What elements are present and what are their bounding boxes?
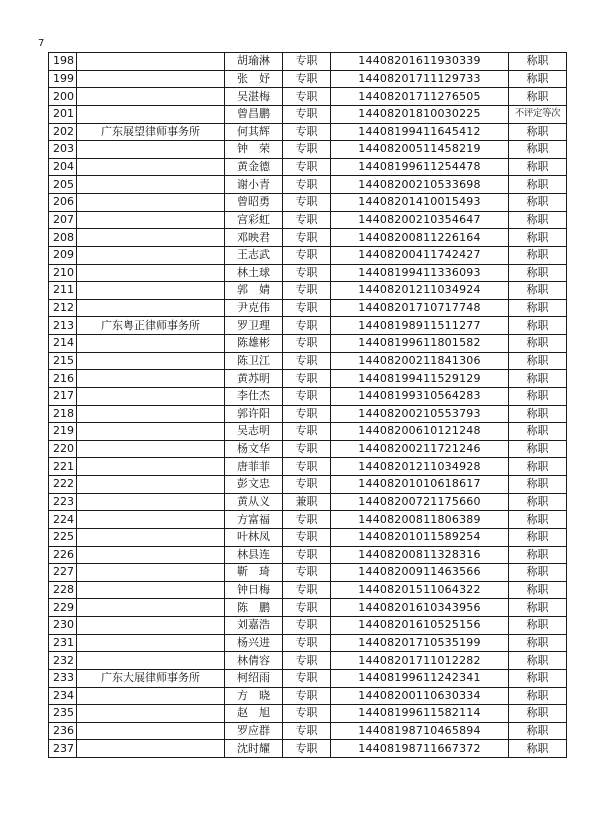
assessment-result: 称职 xyxy=(509,299,567,317)
row-number: 205 xyxy=(49,176,77,194)
assessment-result: 称职 xyxy=(509,211,567,229)
license-number: 14408199310564283 xyxy=(331,387,509,405)
page-corner-mark: 7 xyxy=(38,38,45,49)
license-number: 14408200211841306 xyxy=(331,352,509,370)
table-row xyxy=(49,105,567,123)
row-number: 221 xyxy=(49,458,77,476)
practice-type: 专职 xyxy=(283,687,331,705)
firm-name xyxy=(77,88,225,106)
row-number: 227 xyxy=(49,564,77,582)
lawyer-name: 罗卫理 xyxy=(225,317,283,335)
license-number: 14408201410015493 xyxy=(331,194,509,212)
firm-name xyxy=(77,617,225,635)
license-number: 14408200210354647 xyxy=(331,211,509,229)
practice-type: 专职 xyxy=(283,476,331,494)
practice-type: 专职 xyxy=(283,105,331,123)
row-number: 212 xyxy=(49,299,77,317)
firm-name: 广东粤正律师事务所 xyxy=(77,317,225,335)
table-row xyxy=(49,70,567,88)
lawyer-name: 沈时耀 xyxy=(225,740,283,758)
firm-name xyxy=(77,352,225,370)
row-number: 219 xyxy=(49,423,77,441)
license-number: 14408199611242341 xyxy=(331,669,509,687)
license-number: 14408201211034928 xyxy=(331,458,509,476)
assessment-result: 称职 xyxy=(509,722,567,740)
lawyer-name: 彭文忠 xyxy=(225,476,283,494)
lawyer-name: 钟 荣 xyxy=(225,141,283,159)
license-number: 14408198911511277 xyxy=(331,317,509,335)
assessment-result: 称职 xyxy=(509,493,567,511)
license-number: 14408200610121248 xyxy=(331,423,509,441)
firm-name xyxy=(77,599,225,617)
firm-name xyxy=(77,652,225,670)
table-row xyxy=(49,740,567,758)
firm-name xyxy=(77,105,225,123)
assessment-result: 称职 xyxy=(509,581,567,599)
practice-type: 专职 xyxy=(283,299,331,317)
lawyer-name: 何其辉 xyxy=(225,123,283,141)
lawyer-name: 胡瑜淋 xyxy=(225,53,283,71)
row-number: 226 xyxy=(49,546,77,564)
practice-type: 兼职 xyxy=(283,493,331,511)
table-row xyxy=(49,423,567,441)
practice-type: 专职 xyxy=(283,352,331,370)
table-row xyxy=(49,546,567,564)
table-row xyxy=(49,246,567,264)
license-number: 14408200811806389 xyxy=(331,511,509,529)
assessment-result: 称职 xyxy=(509,740,567,758)
assessment-result: 称职 xyxy=(509,476,567,494)
license-number: 14408201611930339 xyxy=(331,53,509,71)
practice-type: 专职 xyxy=(283,176,331,194)
assessment-result: 称职 xyxy=(509,176,567,194)
row-number: 207 xyxy=(49,211,77,229)
row-number: 210 xyxy=(49,264,77,282)
practice-type: 专职 xyxy=(283,634,331,652)
firm-name xyxy=(77,564,225,582)
firm-name xyxy=(77,511,225,529)
row-number: 213 xyxy=(49,317,77,335)
row-number: 201 xyxy=(49,105,77,123)
license-number: 14408201711012282 xyxy=(331,652,509,670)
table-row xyxy=(49,564,567,582)
firm-name xyxy=(77,264,225,282)
table-row xyxy=(49,387,567,405)
table-row xyxy=(49,176,567,194)
practice-type: 专职 xyxy=(283,740,331,758)
row-number: 206 xyxy=(49,194,77,212)
table-row xyxy=(49,669,567,687)
assessment-result: 称职 xyxy=(509,229,567,247)
assessment-result: 称职 xyxy=(509,634,567,652)
lawyer-name: 郭 婧 xyxy=(225,282,283,300)
practice-type: 专职 xyxy=(283,211,331,229)
firm-name xyxy=(77,423,225,441)
row-number: 233 xyxy=(49,669,77,687)
assessment-result: 称职 xyxy=(509,70,567,88)
lawyer-name: 杨文华 xyxy=(225,440,283,458)
lawyer-name: 宫彩虹 xyxy=(225,211,283,229)
firm-name xyxy=(77,176,225,194)
lawyer-name: 陈雄彬 xyxy=(225,335,283,353)
lawyer-name: 林县连 xyxy=(225,546,283,564)
lawyer-name: 黄从义 xyxy=(225,493,283,511)
practice-type: 专职 xyxy=(283,581,331,599)
table-row xyxy=(49,634,567,652)
table-row xyxy=(49,229,567,247)
row-number: 222 xyxy=(49,476,77,494)
practice-type: 专职 xyxy=(283,88,331,106)
row-number: 216 xyxy=(49,370,77,388)
practice-type: 专职 xyxy=(283,246,331,264)
firm-name xyxy=(77,722,225,740)
license-number: 14408201710717748 xyxy=(331,299,509,317)
license-number: 14408200411742427 xyxy=(331,246,509,264)
license-number: 14408200210533698 xyxy=(331,176,509,194)
practice-type: 专职 xyxy=(283,264,331,282)
assessment-result: 称职 xyxy=(509,440,567,458)
firm-name xyxy=(77,405,225,423)
practice-type: 专职 xyxy=(283,229,331,247)
lawyer-name: 张 妤 xyxy=(225,70,283,88)
assessment-result: 称职 xyxy=(509,687,567,705)
license-number: 14408201511064322 xyxy=(331,581,509,599)
table-row xyxy=(49,335,567,353)
row-number: 215 xyxy=(49,352,77,370)
table-row xyxy=(49,652,567,670)
lawyer-name: 尹克伟 xyxy=(225,299,283,317)
license-number: 14408199611254478 xyxy=(331,158,509,176)
row-number: 235 xyxy=(49,705,77,723)
firm-name xyxy=(77,705,225,723)
firm-name: 广东大展律师事务所 xyxy=(77,669,225,687)
row-number: 209 xyxy=(49,246,77,264)
table-row xyxy=(49,370,567,388)
practice-type: 专职 xyxy=(283,405,331,423)
assessment-result: 称职 xyxy=(509,387,567,405)
license-number: 14408200811226164 xyxy=(331,229,509,247)
table-row xyxy=(49,88,567,106)
lawyer-name: 林倩容 xyxy=(225,652,283,670)
assessment-result: 称职 xyxy=(509,246,567,264)
assessment-result: 称职 xyxy=(509,335,567,353)
license-number: 14408199611801582 xyxy=(331,335,509,353)
practice-type: 专职 xyxy=(283,70,331,88)
lawyer-name: 方 晓 xyxy=(225,687,283,705)
lawyer-name: 陈卫江 xyxy=(225,352,283,370)
license-number: 14408201610343956 xyxy=(331,599,509,617)
license-number: 14408201010618617 xyxy=(331,476,509,494)
firm-name xyxy=(77,211,225,229)
row-number: 208 xyxy=(49,229,77,247)
firm-name xyxy=(77,158,225,176)
license-number: 14408201011589254 xyxy=(331,528,509,546)
lawyer-name: 李仕杰 xyxy=(225,387,283,405)
lawyer-name: 方富福 xyxy=(225,511,283,529)
row-number: 220 xyxy=(49,440,77,458)
row-number: 211 xyxy=(49,282,77,300)
row-number: 231 xyxy=(49,634,77,652)
practice-type: 专职 xyxy=(283,669,331,687)
lawyer-name: 柯绍雨 xyxy=(225,669,283,687)
lawyer-name: 黄金德 xyxy=(225,158,283,176)
table-row xyxy=(49,599,567,617)
practice-type: 专职 xyxy=(283,440,331,458)
license-number: 14408201710535199 xyxy=(331,634,509,652)
license-number: 14408198710465894 xyxy=(331,722,509,740)
lawyer-name: 唐菲菲 xyxy=(225,458,283,476)
row-number: 236 xyxy=(49,722,77,740)
row-number: 230 xyxy=(49,617,77,635)
firm-name xyxy=(77,229,225,247)
lawyer-name: 叶林凤 xyxy=(225,528,283,546)
assessment-result: 称职 xyxy=(509,564,567,582)
row-number: 199 xyxy=(49,70,77,88)
row-number: 224 xyxy=(49,511,77,529)
firm-name xyxy=(77,70,225,88)
assessment-result: 称职 xyxy=(509,405,567,423)
lawyer-name: 刘嘉浩 xyxy=(225,617,283,635)
row-number: 203 xyxy=(49,141,77,159)
lawyer-name: 杨兴进 xyxy=(225,634,283,652)
table-row xyxy=(49,352,567,370)
firm-name xyxy=(77,246,225,264)
lawyer-name: 郭许阳 xyxy=(225,405,283,423)
firm-name xyxy=(77,387,225,405)
practice-type: 专职 xyxy=(283,652,331,670)
assessment-result: 称职 xyxy=(509,705,567,723)
practice-type: 专职 xyxy=(283,722,331,740)
practice-type: 专职 xyxy=(283,458,331,476)
row-number: 204 xyxy=(49,158,77,176)
practice-type: 专职 xyxy=(283,423,331,441)
firm-name xyxy=(77,458,225,476)
firm-name xyxy=(77,687,225,705)
lawyer-name: 陈 鹏 xyxy=(225,599,283,617)
lawyer-name: 谢小青 xyxy=(225,176,283,194)
table-row xyxy=(49,264,567,282)
table-row xyxy=(49,299,567,317)
assessment-result: 称职 xyxy=(509,264,567,282)
license-number: 14408200511458219 xyxy=(331,141,509,159)
table-row xyxy=(49,458,567,476)
row-number: 214 xyxy=(49,335,77,353)
license-number: 14408200211721246 xyxy=(331,440,509,458)
license-number: 14408201211034924 xyxy=(331,282,509,300)
firm-name xyxy=(77,282,225,300)
assessment-result: 称职 xyxy=(509,158,567,176)
firm-name: 广东展望律师事务所 xyxy=(77,123,225,141)
license-number: 14408200210553793 xyxy=(331,405,509,423)
row-number: 202 xyxy=(49,123,77,141)
assessment-result: 称职 xyxy=(509,511,567,529)
license-number: 14408199411336093 xyxy=(331,264,509,282)
assessment-result: 称职 xyxy=(509,194,567,212)
table-body xyxy=(49,53,567,758)
firm-name xyxy=(77,299,225,317)
assessment-result: 称职 xyxy=(509,53,567,71)
row-number: 234 xyxy=(49,687,77,705)
lawyer-name: 邓映君 xyxy=(225,229,283,247)
license-number: 14408200110630334 xyxy=(331,687,509,705)
row-number: 217 xyxy=(49,387,77,405)
practice-type: 专职 xyxy=(283,317,331,335)
license-number: 14408200911463566 xyxy=(331,564,509,582)
assessment-result: 称职 xyxy=(509,352,567,370)
row-number: 228 xyxy=(49,581,77,599)
license-number: 14408201711276505 xyxy=(331,88,509,106)
practice-type: 专职 xyxy=(283,335,331,353)
row-number: 225 xyxy=(49,528,77,546)
license-number: 14408201610525156 xyxy=(331,617,509,635)
firm-name xyxy=(77,370,225,388)
firm-name xyxy=(77,440,225,458)
table-row xyxy=(49,317,567,335)
table-row xyxy=(49,282,567,300)
firm-name xyxy=(77,546,225,564)
assessment-result: 称职 xyxy=(509,617,567,635)
row-number: 198 xyxy=(49,53,77,71)
firm-name xyxy=(77,141,225,159)
firm-name xyxy=(77,581,225,599)
table-row xyxy=(49,476,567,494)
practice-type: 专职 xyxy=(283,158,331,176)
practice-type: 专职 xyxy=(283,564,331,582)
practice-type: 专职 xyxy=(283,282,331,300)
license-number: 14408199611582114 xyxy=(331,705,509,723)
lawyer-name: 王志武 xyxy=(225,246,283,264)
practice-type: 专职 xyxy=(283,599,331,617)
table-row xyxy=(49,194,567,212)
assessment-result: 称职 xyxy=(509,652,567,670)
assessment-result: 称职 xyxy=(509,88,567,106)
license-number: 14408200811328316 xyxy=(331,546,509,564)
practice-type: 专职 xyxy=(283,528,331,546)
assessment-result: 称职 xyxy=(509,528,567,546)
lawyer-name: 钟日梅 xyxy=(225,581,283,599)
lawyer-name: 靳 琦 xyxy=(225,564,283,582)
lawyer-name: 赵 旭 xyxy=(225,705,283,723)
row-number: 223 xyxy=(49,493,77,511)
firm-name xyxy=(77,194,225,212)
license-number: 14408199411645412 xyxy=(331,123,509,141)
table-row xyxy=(49,405,567,423)
row-number: 200 xyxy=(49,88,77,106)
firm-name xyxy=(77,476,225,494)
table-row xyxy=(49,158,567,176)
license-number: 14408201810030225 xyxy=(331,105,509,123)
assessment-result: 称职 xyxy=(509,423,567,441)
lawyer-name: 吴志明 xyxy=(225,423,283,441)
table-row xyxy=(49,440,567,458)
assessment-result: 称职 xyxy=(509,141,567,159)
table-row xyxy=(49,581,567,599)
table-row xyxy=(49,53,567,71)
practice-type: 专职 xyxy=(283,194,331,212)
table-row xyxy=(49,722,567,740)
license-number: 14408198711667372 xyxy=(331,740,509,758)
table-row xyxy=(49,617,567,635)
table-row xyxy=(49,493,567,511)
practice-type: 专职 xyxy=(283,387,331,405)
firm-name xyxy=(77,634,225,652)
firm-name xyxy=(77,53,225,71)
license-number: 14408200721175660 xyxy=(331,493,509,511)
lawyer-assessment-table xyxy=(48,52,567,758)
firm-name xyxy=(77,740,225,758)
table-row xyxy=(49,687,567,705)
license-number: 14408199411529129 xyxy=(331,370,509,388)
assessment-result: 不评定等次 xyxy=(509,105,567,123)
practice-type: 专职 xyxy=(283,511,331,529)
row-number: 237 xyxy=(49,740,77,758)
practice-type: 专职 xyxy=(283,123,331,141)
table-row xyxy=(49,511,567,529)
lawyer-name: 罗应群 xyxy=(225,722,283,740)
assessment-result: 称职 xyxy=(509,123,567,141)
practice-type: 专职 xyxy=(283,141,331,159)
row-number: 229 xyxy=(49,599,77,617)
lawyer-name: 黄苏明 xyxy=(225,370,283,388)
assessment-result: 称职 xyxy=(509,282,567,300)
practice-type: 专职 xyxy=(283,370,331,388)
lawyer-name: 曾昭勇 xyxy=(225,194,283,212)
assessment-result: 称职 xyxy=(509,317,567,335)
table-row xyxy=(49,211,567,229)
row-number: 232 xyxy=(49,652,77,670)
table-row xyxy=(49,705,567,723)
lawyer-name: 林土球 xyxy=(225,264,283,282)
table-row xyxy=(49,123,567,141)
assessment-result: 称职 xyxy=(509,669,567,687)
assessment-result: 称职 xyxy=(509,458,567,476)
practice-type: 专职 xyxy=(283,546,331,564)
license-number: 14408201711129733 xyxy=(331,70,509,88)
assessment-result: 称职 xyxy=(509,546,567,564)
lawyer-name: 吴湛梅 xyxy=(225,88,283,106)
practice-type: 专职 xyxy=(283,705,331,723)
practice-type: 专职 xyxy=(283,617,331,635)
assessment-result: 称职 xyxy=(509,599,567,617)
row-number: 218 xyxy=(49,405,77,423)
table-row xyxy=(49,141,567,159)
firm-name xyxy=(77,528,225,546)
practice-type: 专职 xyxy=(283,53,331,71)
firm-name xyxy=(77,493,225,511)
lawyer-name: 曾昌鹏 xyxy=(225,105,283,123)
firm-name xyxy=(77,335,225,353)
table-row xyxy=(49,528,567,546)
assessment-result: 称职 xyxy=(509,370,567,388)
